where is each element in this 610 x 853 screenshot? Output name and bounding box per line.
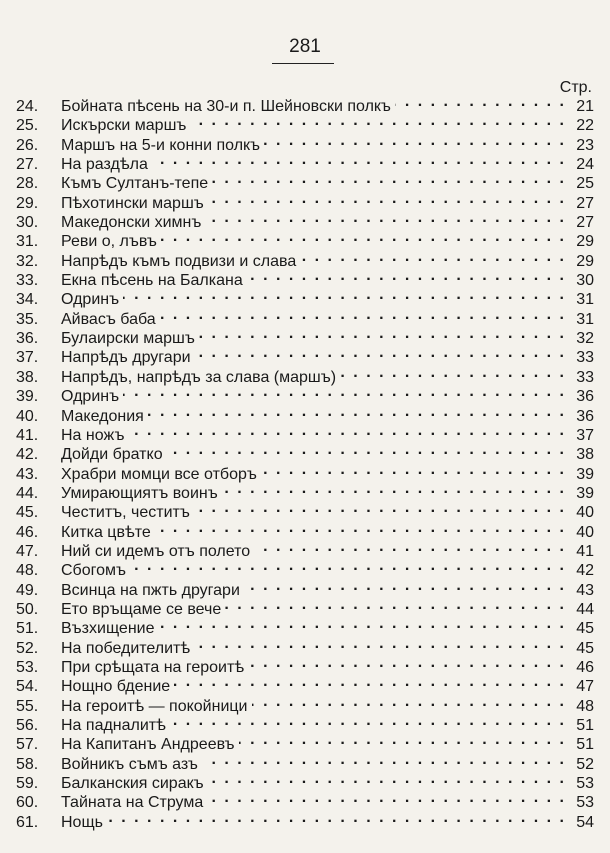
entry-number: 29. <box>16 194 39 212</box>
entry-title: Пѣхотински маршъ <box>61 194 204 212</box>
entry-title: Тайната на Струма <box>61 794 204 812</box>
entry-number: 27. <box>16 156 39 174</box>
entry-page: 22 <box>576 117 594 135</box>
dot-leader <box>208 769 566 788</box>
entry-page: 31 <box>576 310 594 328</box>
dot-leader <box>208 189 566 208</box>
entry-page: 44 <box>576 600 594 618</box>
entry-title: Напрѣдъ другари <box>61 349 191 367</box>
entry-title: Балканския сиракъ <box>61 775 204 793</box>
entry-title: Възхищение <box>61 620 155 638</box>
entry-number: 61. <box>16 813 39 831</box>
page-column-header: Стр. <box>559 79 592 96</box>
entry-title: Одринъ <box>61 388 120 406</box>
entry-title: Напрѣдъ, напрѣдъ за слава (маршъ) <box>61 368 337 386</box>
dot-leader <box>202 750 566 769</box>
entry-title: Напрѣдъ къмъ подвизи и слава <box>61 252 297 270</box>
page-number-rule <box>272 63 334 64</box>
dot-leader <box>222 479 566 498</box>
dot-leader <box>212 169 566 188</box>
entry-number: 55. <box>16 697 39 715</box>
entry-title: Маршъ на 5-и конни полкъ <box>61 136 261 154</box>
entry-title: На победителитѣ <box>61 639 191 657</box>
dot-leader <box>123 382 566 401</box>
entry-number: 35. <box>16 310 39 328</box>
dot-leader <box>107 808 566 827</box>
entry-number: 38. <box>16 368 39 386</box>
entry-number: 28. <box>16 175 39 193</box>
dot-leader <box>239 730 566 749</box>
dot-leader <box>199 324 566 343</box>
dot-leader <box>167 440 566 459</box>
entry-title: Ний си идемъ отъ полето <box>61 542 251 560</box>
entry-title: Бойната пѣсень на 30-и п. Шейновски полкъ <box>61 98 391 115</box>
entry-number: 26. <box>16 136 39 154</box>
entry-page: 29 <box>576 233 594 251</box>
entry-page: 24 <box>576 156 594 174</box>
entry-page: 40 <box>576 504 594 522</box>
dot-leader <box>148 402 566 421</box>
dot-leader <box>161 227 566 246</box>
entry-number: 49. <box>16 581 39 599</box>
entry-title: Сбогомъ <box>61 562 126 580</box>
entry-number: 50. <box>16 600 39 618</box>
entry-page: 52 <box>576 755 594 773</box>
entry-number: 32. <box>16 252 39 270</box>
entry-title: Честитъ, честитъ <box>61 504 190 522</box>
entry-title: При срѣщата на героитѣ <box>61 658 245 676</box>
dot-leader <box>395 92 566 111</box>
entry-page: 37 <box>576 426 594 444</box>
dot-leader <box>194 634 566 653</box>
entry-number: 53. <box>16 658 39 676</box>
entry-title: Къмъ Султанъ-тепе <box>61 175 209 193</box>
entry-title: Айвасъ баба <box>61 310 156 328</box>
entry-page: 30 <box>576 272 594 290</box>
entry-number: 46. <box>16 523 39 541</box>
dot-leader <box>194 498 566 517</box>
entry-number: 56. <box>16 717 39 734</box>
dot-leader <box>247 266 566 285</box>
page-number: 281 <box>289 36 321 57</box>
dot-leader <box>261 460 566 479</box>
entry-title: Войникъ съмъ азъ <box>61 755 198 773</box>
entry-title: Умирающиятъ воинъ <box>61 484 218 502</box>
dot-leader <box>123 285 566 304</box>
entry-title: На ножъ <box>61 426 125 444</box>
entry-page: 53 <box>576 794 594 812</box>
entry-number: 41. <box>16 426 39 444</box>
entry-page: 51 <box>576 717 594 734</box>
dot-leader <box>248 653 566 672</box>
toc-entry <box>16 92 594 115</box>
entry-number: 47. <box>16 542 39 560</box>
dot-leader <box>170 711 566 730</box>
entry-page: 25 <box>576 175 594 193</box>
dot-leader <box>130 556 566 575</box>
entry-page: 45 <box>576 620 594 638</box>
table-of-contents <box>16 92 594 831</box>
dot-leader <box>160 305 566 324</box>
entry-title: На героитѣ — покойници <box>61 697 248 715</box>
entry-page: 27 <box>576 214 594 232</box>
dot-leader <box>129 421 566 440</box>
entry-title: Одринъ <box>61 291 120 309</box>
dot-leader <box>155 518 566 537</box>
dot-leader <box>207 788 566 807</box>
entry-number: 58. <box>16 755 39 773</box>
entry-title: Искърски маршъ <box>61 117 187 135</box>
entry-page: 23 <box>576 136 594 154</box>
entry-page: 38 <box>576 446 594 464</box>
dot-leader <box>264 131 566 150</box>
entry-page: 33 <box>576 349 594 367</box>
entry-title: На падналитѣ <box>61 717 166 734</box>
entry-number: 31. <box>16 233 39 251</box>
dot-leader <box>195 343 566 362</box>
entry-title: Дойди братко <box>61 446 163 464</box>
dot-leader <box>205 208 566 227</box>
entry-number: 36. <box>16 330 39 348</box>
entry-number: 33. <box>16 272 39 290</box>
dot-leader <box>244 576 566 595</box>
entry-number: 48. <box>16 562 39 580</box>
entry-title: Булаирски маршъ <box>61 330 195 348</box>
entry-page: 42 <box>576 562 594 580</box>
entry-number: 25. <box>16 117 39 135</box>
entry-page: 36 <box>576 407 594 425</box>
entry-page: 21 <box>576 98 594 115</box>
entry-title: На раздѣла <box>61 156 148 174</box>
entry-title: Нощно бдение <box>61 678 171 696</box>
entry-number: 59. <box>16 775 39 793</box>
entry-title: Македония <box>61 407 144 425</box>
entry-number: 54. <box>16 678 39 696</box>
dot-leader <box>159 614 567 633</box>
entry-page: 48 <box>576 697 594 715</box>
entry-page: 33 <box>576 368 594 386</box>
entry-number: 51. <box>16 620 39 638</box>
entry-title: Китка цвѣте <box>61 523 151 541</box>
dot-leader <box>225 595 566 614</box>
entry-page: 41 <box>576 542 594 560</box>
entry-title: Всинца на пжть другари <box>61 581 240 599</box>
dot-leader <box>152 150 566 169</box>
entry-title: Храбри момци все отборъ <box>61 465 257 483</box>
entry-number: 40. <box>16 407 39 425</box>
entry-number: 42. <box>16 446 39 464</box>
entry-title: Реви о, лъвъ <box>61 233 157 251</box>
entry-page: 39 <box>576 484 594 502</box>
dot-leader <box>300 247 566 266</box>
entry-page: 32 <box>576 330 594 348</box>
entry-page: 51 <box>576 736 594 754</box>
entry-number: 30. <box>16 214 39 232</box>
dot-leader <box>174 672 566 691</box>
entry-page: 45 <box>576 639 594 657</box>
entry-number: 57. <box>16 736 39 754</box>
dot-leader <box>254 537 566 556</box>
entry-page: 27 <box>576 194 594 212</box>
entry-page: 54 <box>576 813 594 831</box>
entry-page: 29 <box>576 252 594 270</box>
entry-number: 34. <box>16 291 39 309</box>
entry-number: 60. <box>16 794 39 812</box>
entry-number: 45. <box>16 504 39 522</box>
dot-leader <box>252 692 567 711</box>
entry-number: 44. <box>16 484 39 502</box>
dot-leader <box>340 363 566 382</box>
entry-number: 52. <box>16 639 39 657</box>
entry-title: Македонски химнъ <box>61 214 202 232</box>
entry-page: 40 <box>576 523 594 541</box>
entry-page: 53 <box>576 775 594 793</box>
entry-page: 43 <box>576 581 594 599</box>
entry-page: 36 <box>576 388 594 406</box>
entry-page: 31 <box>576 291 594 309</box>
entry-page: 39 <box>576 465 594 483</box>
entry-page: 47 <box>576 678 594 696</box>
entry-page: 46 <box>576 658 594 676</box>
entry-number: 37. <box>16 349 39 367</box>
entry-number: 43. <box>16 465 39 483</box>
entry-title: Ето връщаме се вече <box>61 600 222 618</box>
entry-number: 24. <box>16 98 39 115</box>
entry-number: 39. <box>16 388 39 406</box>
entry-title: Нощь <box>61 813 103 831</box>
dot-leader <box>190 111 566 130</box>
entry-title: Екна пѣсень на Балкана <box>61 272 243 290</box>
entry-title: На Капитанъ Андреевъ <box>61 736 235 754</box>
